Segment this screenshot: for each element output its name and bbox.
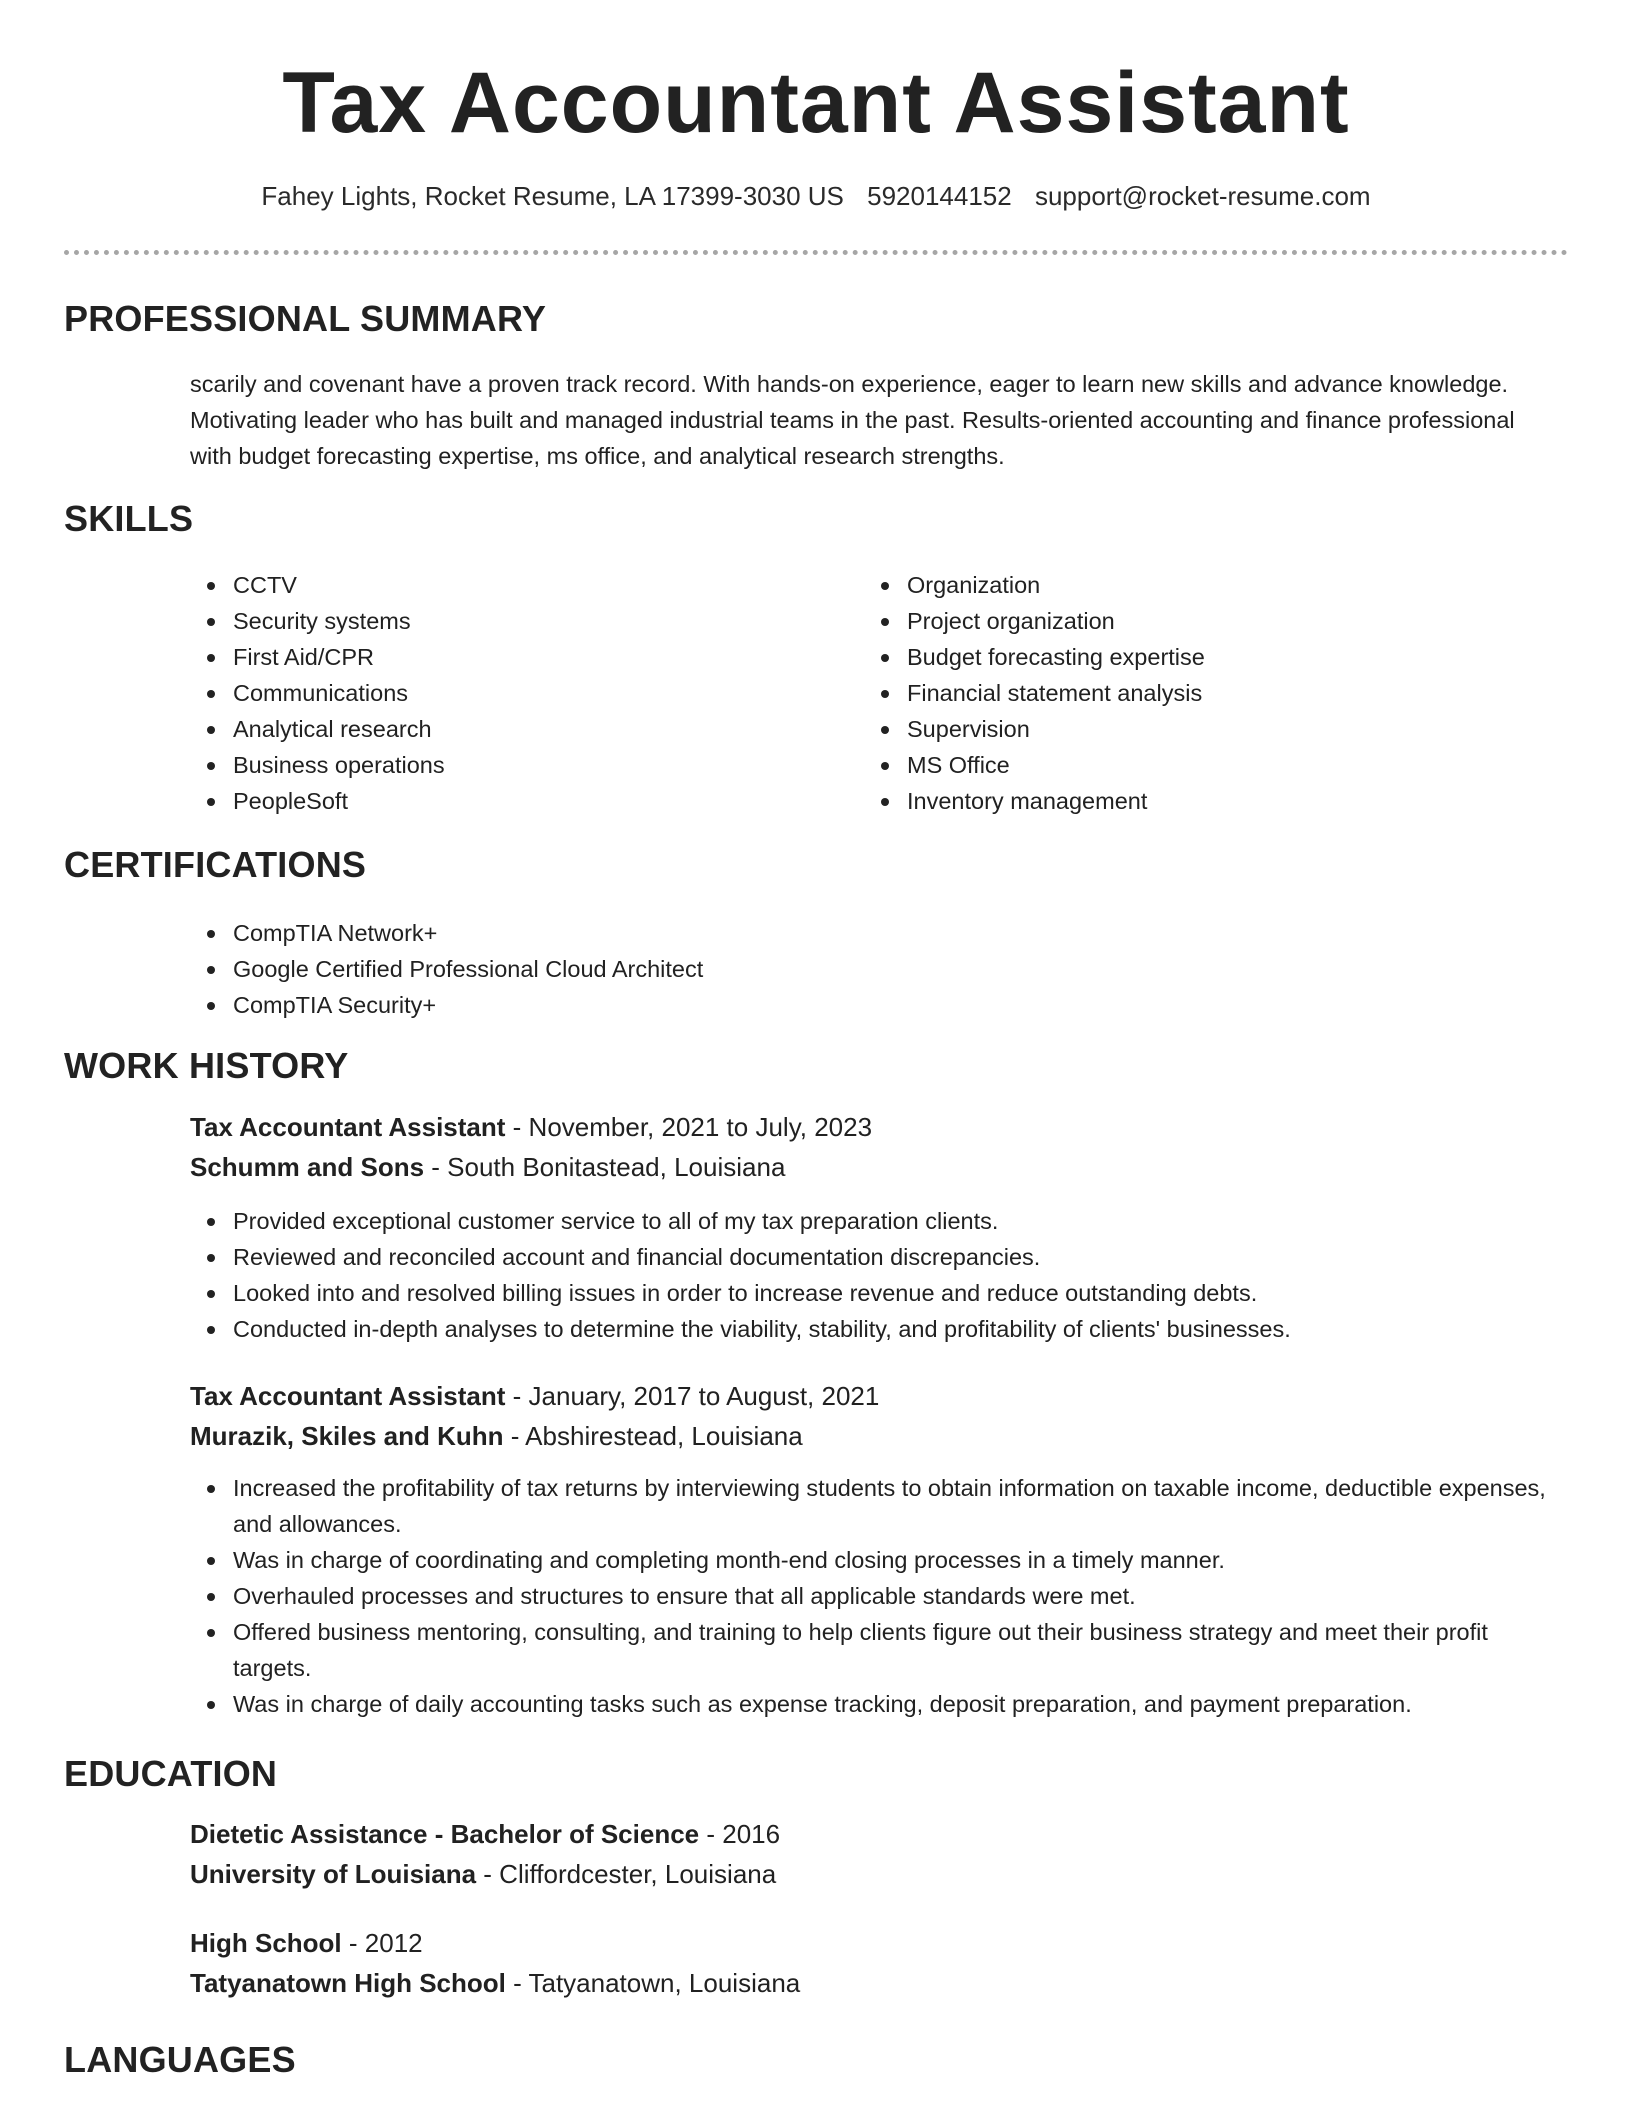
education-location: - Cliffordcester, Louisiana: [476, 1859, 777, 1889]
job-dates: - January, 2017 to August, 2021: [505, 1381, 880, 1411]
certification-item: Google Certified Professional Cloud Architect: [190, 951, 1090, 987]
contact-email: support@rocket-resume.com: [1034, 181, 1371, 211]
education-school: University of Louisiana: [190, 1859, 477, 1889]
job-duty-item: Was in charge of coordinating and completing month-end closing processes in a timely manner.: [190, 1542, 1550, 1578]
summary-heading: PROFESSIONAL SUMMARY: [64, 298, 547, 339]
education-school: Tatyanatown High School: [190, 1968, 506, 1998]
contact-line: [0, 178, 1632, 214]
job-duty-item: Increased the profitability of tax returns by interviewing students to obtain information on taxable income, deductible expenses, and allowances.: [190, 1470, 1550, 1542]
job-duty-item: Overhauled processes and structures to ensure that all applicable standards were met.: [190, 1578, 1550, 1614]
header-divider: [64, 250, 1568, 255]
education-school-line: [190, 1854, 1510, 1894]
skill-item: MS Office: [864, 747, 1484, 783]
skill-item: Security systems: [190, 603, 810, 639]
job-location: - South Bonitastead, Louisiana: [424, 1152, 786, 1182]
job-duty-item: Was in charge of daily accounting tasks such as expense tracking, deposit preparation, and payment preparation.: [190, 1686, 1550, 1722]
skill-item: CCTV: [190, 567, 810, 603]
candidate-name: Tax Accountant Assistant: [282, 55, 1350, 151]
job-role: Tax Accountant Assistant: [190, 1112, 506, 1142]
job-duties-list: [190, 1470, 1550, 1722]
job-duty-item: Looked into and resolved billing issues in order to increase revenue and reduce outstanding debts.: [190, 1275, 1550, 1311]
job-duty-item: Conducted in-depth analyses to determine the viability, stability, and profitability of clients' businesses.: [190, 1311, 1550, 1347]
education-degree: High School: [190, 1928, 342, 1958]
contact-phone: 5920144152: [867, 181, 1012, 211]
education-location: - Tatyanatown, Louisiana: [505, 1968, 801, 1998]
skills-list-right: [864, 567, 1484, 819]
certification-item: CompTIA Network+: [190, 915, 1090, 951]
job-duty-item: Provided exceptional customer service to all of my tax preparation clients.: [190, 1203, 1550, 1239]
job-location: - Abshirestead, Louisiana: [503, 1421, 803, 1451]
education-school-line: [190, 1963, 1510, 2003]
skill-item: First Aid/CPR: [190, 639, 810, 675]
job-role: Tax Accountant Assistant: [190, 1381, 506, 1411]
education-degree-line: [190, 1923, 1510, 1963]
job-company: Murazik, Skiles and Kuhn: [190, 1421, 504, 1451]
education-degree-line: [190, 1814, 1510, 1854]
education-year: - 2012: [341, 1928, 423, 1958]
skill-item: PeopleSoft: [190, 783, 810, 819]
skill-item: Supervision: [864, 711, 1484, 747]
job-company: Schumm and Sons: [190, 1152, 425, 1182]
skill-item: Financial statement analysis: [864, 675, 1484, 711]
skill-item: Business operations: [190, 747, 810, 783]
job-duty-item: Offered business mentoring, consulting, and training to help clients figure out their business strategy and meet their profit targets.: [190, 1614, 1550, 1686]
job-dates: - November, 2021 to July, 2023: [505, 1112, 873, 1142]
skill-item: Organization: [864, 567, 1484, 603]
contact-address: Fahey Lights, Rocket Resume, LA 17399-3030 US: [261, 181, 844, 211]
skill-item: Analytical research: [190, 711, 810, 747]
certifications-list: [190, 915, 1090, 1023]
job-title-line: [190, 1376, 1510, 1416]
certification-item: CompTIA Security+: [190, 987, 1090, 1023]
summary-text: scarily and covenant have a proven track record. With hands-on experience, eager to learn new skills and advance knowledge. Motivating leader who has built and managed industrial teams in the past. Results-oriented accounting and finance professional with budget forecasting expertise, ms office, and analytical research strengths.: [190, 371, 1515, 469]
skill-item: Inventory management: [864, 783, 1484, 819]
education-year: - 2016: [699, 1819, 781, 1849]
job-company-line: [190, 1416, 1510, 1456]
skills-list-left: [190, 567, 810, 819]
job-duties-list: [190, 1203, 1550, 1347]
languages-heading: LANGUAGES: [64, 2039, 296, 2080]
certifications-heading: CERTIFICATIONS: [64, 844, 367, 885]
job-company-line: [190, 1147, 1510, 1187]
education-degree: Dietetic Assistance - Bachelor of Science: [190, 1819, 700, 1849]
skills-heading: SKILLS: [64, 498, 194, 539]
work-history-heading: WORK HISTORY: [64, 1045, 349, 1086]
skill-item: Communications: [190, 675, 810, 711]
education-heading: EDUCATION: [64, 1753, 278, 1794]
job-duty-item: Reviewed and reconciled account and financial documentation discrepancies.: [190, 1239, 1550, 1275]
skill-item: Project organization: [864, 603, 1484, 639]
skill-item: Budget forecasting expertise: [864, 639, 1484, 675]
job-title-line: [190, 1107, 1510, 1147]
